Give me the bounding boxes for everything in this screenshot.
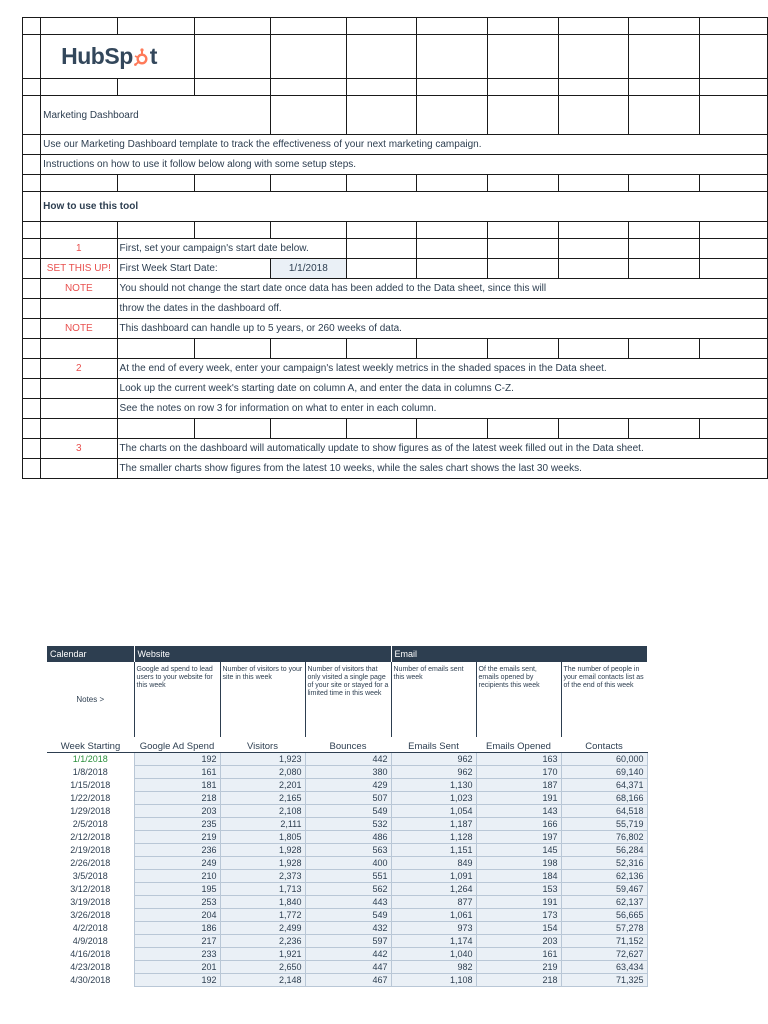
week-starting-cell: 4/30/2018: [70, 975, 111, 985]
visitors-cell[interactable]: 1,713: [220, 883, 305, 896]
emails-sent-cell[interactable]: 1,264: [391, 883, 476, 896]
contacts-cell[interactable]: 69,140: [561, 766, 647, 779]
col-google-ad-spend: Google Ad Spend: [134, 737, 220, 753]
contacts-cell[interactable]: 62,136: [561, 870, 647, 883]
google-ad-spend-cell[interactable]: 218: [134, 792, 220, 805]
visitors-cell[interactable]: 2,165: [220, 792, 305, 805]
note-1-label: NOTE: [41, 279, 117, 299]
week-starting-cell: 1/15/2018: [70, 780, 111, 790]
week-starting-cell: 1/29/2018: [70, 806, 111, 816]
bounces-cell[interactable]: 442: [305, 753, 391, 766]
emails-opened-cell[interactable]: 173: [476, 909, 561, 922]
bounces-cell[interactable]: 429: [305, 779, 391, 792]
note-2-text: This dashboard can handle up to 5 years, or 260 weeks of data.: [117, 319, 767, 339]
week-starting-cell: 1/22/2018: [70, 793, 111, 803]
google-ad-spend-cell[interactable]: 161: [134, 766, 220, 779]
google-ad-spend-cell[interactable]: 204: [134, 909, 220, 922]
data-sheet: [47, 646, 648, 987]
step-3-line-2: The smaller charts show figures from the latest 10 weeks, while the sales chart shows the last 30 weeks.: [117, 459, 767, 479]
week-starting-cell: 2/5/2018: [72, 819, 108, 829]
note-emails-sent: Number of emails sent this week: [391, 662, 476, 737]
hubspot-logo: HubSp t: [61, 43, 157, 69]
column-header-row: [47, 737, 647, 753]
table-row: [47, 805, 647, 818]
google-ad-spend-cell[interactable]: 195: [134, 883, 220, 896]
bounces-cell[interactable]: 563: [305, 844, 391, 857]
note-2-label: NOTE: [41, 319, 117, 339]
visitors-cell[interactable]: 1,921: [220, 948, 305, 961]
visitors-cell[interactable]: 2,650: [220, 961, 305, 974]
bounces-cell[interactable]: 442: [305, 948, 391, 961]
emails-opened-cell[interactable]: 166: [476, 818, 561, 831]
emails-sent-cell[interactable]: 1,023: [391, 792, 476, 805]
step-1-text: First, set your campaign's start date below.: [117, 239, 346, 259]
contacts-cell[interactable]: 56,665: [561, 909, 647, 922]
google-ad-spend-cell[interactable]: 210: [134, 870, 220, 883]
table-row: [47, 974, 647, 987]
step-2-label: 2: [41, 359, 117, 379]
emails-opened-cell[interactable]: 187: [476, 779, 561, 792]
page-title: Marketing Dashboard: [41, 96, 271, 135]
table-row: [47, 948, 647, 961]
week-starting-cell: 2/26/2018: [70, 858, 111, 868]
table-row: [47, 961, 647, 974]
emails-opened-cell[interactable]: 161: [476, 948, 561, 961]
emails-opened-cell[interactable]: 145: [476, 844, 561, 857]
week-starting-cell: 3/19/2018: [70, 897, 111, 907]
emails-sent-cell[interactable]: 962: [391, 753, 476, 766]
step-3-line-1: The charts on the dashboard will automatically update to show figures as of the latest week filled out in the Data sheet.: [117, 439, 767, 459]
bounces-cell[interactable]: 597: [305, 935, 391, 948]
emails-sent-cell[interactable]: 1,128: [391, 831, 476, 844]
visitors-cell[interactable]: 1,928: [220, 844, 305, 857]
visitors-cell[interactable]: 2,108: [220, 805, 305, 818]
group-website: Website: [134, 646, 391, 662]
table-row: [47, 753, 647, 766]
note-ad-spend: Google ad spend to lead users to your website for this week: [134, 662, 220, 737]
group-email: Email: [391, 646, 647, 662]
visitors-cell[interactable]: 1,928: [220, 857, 305, 870]
note-contacts: The number of people in your email contacts list as of the end of this week: [561, 662, 647, 737]
contacts-cell[interactable]: 64,371: [561, 779, 647, 792]
visitors-cell[interactable]: 2,080: [220, 766, 305, 779]
col-bounces: Bounces: [305, 737, 391, 753]
bounces-cell[interactable]: 400: [305, 857, 391, 870]
visitors-cell[interactable]: 2,236: [220, 935, 305, 948]
google-ad-spend-cell[interactable]: 192: [134, 753, 220, 766]
bounces-cell[interactable]: 549: [305, 909, 391, 922]
note-visitors: Number of visitors to your site in this week: [220, 662, 305, 737]
notes-label: Notes >: [76, 694, 105, 704]
emails-opened-cell[interactable]: 219: [476, 961, 561, 974]
emails-opened-cell[interactable]: 198: [476, 857, 561, 870]
google-ad-spend-cell[interactable]: 253: [134, 896, 220, 909]
bounces-cell[interactable]: 443: [305, 896, 391, 909]
table-row: [47, 792, 647, 805]
col-emails-opened: Emails Opened: [476, 737, 561, 753]
sprocket-icon: [134, 48, 150, 66]
table-row: [47, 870, 647, 883]
bounces-cell[interactable]: 549: [305, 805, 391, 818]
bounces-cell[interactable]: 551: [305, 870, 391, 883]
table-row: [47, 844, 647, 857]
contacts-cell[interactable]: 57,278: [561, 922, 647, 935]
start-date-input[interactable]: 1/1/2018: [271, 259, 346, 279]
emails-sent-cell[interactable]: 1,040: [391, 948, 476, 961]
week-starting-cell: 4/9/2018: [72, 936, 108, 946]
table-row: [47, 818, 647, 831]
visitors-cell[interactable]: 2,499: [220, 922, 305, 935]
col-emails-sent: Emails Sent: [391, 737, 476, 753]
col-contacts: Contacts: [561, 737, 647, 753]
note-bounces: Number of visitors that only visited a single page of your site or stayed for a limited time in this week: [305, 662, 391, 737]
table-row: [47, 766, 647, 779]
emails-sent-cell[interactable]: 1,091: [391, 870, 476, 883]
week-starting-cell: 3/12/2018: [70, 884, 111, 894]
contacts-cell[interactable]: 71,325: [561, 974, 647, 987]
google-ad-spend-cell[interactable]: 181: [134, 779, 220, 792]
visitors-cell[interactable]: 1,805: [220, 831, 305, 844]
contacts-cell[interactable]: 55,719: [561, 818, 647, 831]
google-ad-spend-cell[interactable]: 249: [134, 857, 220, 870]
emails-opened-cell[interactable]: 154: [476, 922, 561, 935]
contacts-cell[interactable]: 71,152: [561, 935, 647, 948]
emails-sent-cell[interactable]: 973: [391, 922, 476, 935]
emails-opened-cell[interactable]: 153: [476, 883, 561, 896]
emails-sent-cell[interactable]: 1,174: [391, 935, 476, 948]
bounces-cell[interactable]: 467: [305, 974, 391, 987]
emails-opened-cell[interactable]: 191: [476, 896, 561, 909]
week-starting-cell: 4/2/2018: [72, 923, 108, 933]
setup-label: SET THIS UP!: [41, 259, 117, 279]
contacts-cell[interactable]: 63,434: [561, 961, 647, 974]
note-1-line-1: You should not change the start date once data has been added to the Data sheet, since this will: [117, 279, 767, 299]
week-starting-cell: 1/8/2018: [72, 767, 108, 777]
emails-sent-cell[interactable]: 877: [391, 896, 476, 909]
emails-sent-cell[interactable]: 1,187: [391, 818, 476, 831]
week-starting-cell: 3/5/2018: [72, 871, 108, 881]
table-row: [47, 779, 647, 792]
emails-opened-cell[interactable]: 184: [476, 870, 561, 883]
emails-sent-cell[interactable]: 1,061: [391, 909, 476, 922]
table-row: [47, 935, 647, 948]
visitors-cell[interactable]: 1,923: [220, 753, 305, 766]
bounces-cell[interactable]: 532: [305, 818, 391, 831]
week-starting-cell: 4/23/2018: [70, 962, 111, 972]
week-starting-cell: 4/16/2018: [70, 949, 111, 959]
contacts-cell[interactable]: 64,518: [561, 805, 647, 818]
visitors-cell[interactable]: 1,840: [220, 896, 305, 909]
table-row: [47, 883, 647, 896]
visitors-cell[interactable]: 2,148: [220, 974, 305, 987]
google-ad-spend-cell[interactable]: 203: [134, 805, 220, 818]
table-row: [47, 896, 647, 909]
contacts-cell[interactable]: 56,284: [561, 844, 647, 857]
table-row: [47, 909, 647, 922]
emails-sent-cell[interactable]: 1,130: [391, 779, 476, 792]
intro-line-1: Use our Marketing Dashboard template to track the effectiveness of your next marketing campaign.: [41, 135, 768, 155]
contacts-cell[interactable]: 59,467: [561, 883, 647, 896]
google-ad-spend-cell[interactable]: 217: [134, 935, 220, 948]
table-row: [47, 857, 647, 870]
google-ad-spend-cell[interactable]: 235: [134, 818, 220, 831]
bounces-cell[interactable]: 486: [305, 831, 391, 844]
week-starting-cell: 1/1/2018: [72, 754, 108, 765]
visitors-cell[interactable]: 2,373: [220, 870, 305, 883]
emails-sent-cell[interactable]: 982: [391, 961, 476, 974]
week-starting-cell: 3/26/2018: [70, 910, 111, 920]
logo-cell: [41, 35, 195, 79]
google-ad-spend-cell[interactable]: 192: [134, 974, 220, 987]
bounces-cell[interactable]: 432: [305, 922, 391, 935]
step-3-label: 3: [41, 439, 117, 459]
contacts-cell[interactable]: 72,627: [561, 948, 647, 961]
emails-opened-cell[interactable]: 170: [476, 766, 561, 779]
contacts-cell[interactable]: 62,137: [561, 896, 647, 909]
note-1-line-2: throw the dates in the dashboard off.: [117, 299, 767, 319]
step-2-line-3: See the notes on row 3 for information on what to enter in each column.: [117, 399, 767, 419]
contacts-cell[interactable]: 76,802: [561, 831, 647, 844]
emails-opened-cell[interactable]: 143: [476, 805, 561, 818]
emails-sent-cell[interactable]: 849: [391, 857, 476, 870]
bounces-cell[interactable]: 380: [305, 766, 391, 779]
emails-sent-cell[interactable]: 1,108: [391, 974, 476, 987]
table-row: [47, 922, 647, 935]
howto-heading: How to use this tool: [41, 192, 768, 222]
google-ad-spend-cell[interactable]: 186: [134, 922, 220, 935]
emails-sent-cell[interactable]: 1,151: [391, 844, 476, 857]
google-ad-spend-cell[interactable]: 233: [134, 948, 220, 961]
google-ad-spend-cell[interactable]: 236: [134, 844, 220, 857]
dashboard-grid: [22, 17, 768, 479]
col-week-starting: Week Starting: [47, 737, 134, 753]
emails-opened-cell[interactable]: 191: [476, 792, 561, 805]
week-starting-cell: 2/19/2018: [70, 845, 111, 855]
col-visitors: Visitors: [220, 737, 305, 753]
table-row: [47, 831, 647, 844]
setup-text: First Week Start Date:: [117, 259, 271, 279]
google-ad-spend-cell[interactable]: 201: [134, 961, 220, 974]
visitors-cell[interactable]: 2,201: [220, 779, 305, 792]
visitors-cell[interactable]: 1,772: [220, 909, 305, 922]
intro-line-2: Instructions on how to use it follow below along with some setup steps.: [41, 155, 768, 175]
group-calendar: Calendar: [47, 646, 134, 662]
emails-sent-cell[interactable]: 1,054: [391, 805, 476, 818]
note-emails-opened: Of the emails sent, emails opened by recipients this week: [476, 662, 561, 737]
google-ad-spend-cell[interactable]: 219: [134, 831, 220, 844]
emails-opened-cell[interactable]: 197: [476, 831, 561, 844]
bounces-cell[interactable]: 447: [305, 961, 391, 974]
step-2-line-2: Look up the current week's starting date on column A, and enter the data in columns C-Z.: [117, 379, 767, 399]
emails-opened-cell[interactable]: 203: [476, 935, 561, 948]
emails-opened-cell[interactable]: 163: [476, 753, 561, 766]
bounces-cell[interactable]: 507: [305, 792, 391, 805]
visitors-cell[interactable]: 2,111: [220, 818, 305, 831]
contacts-cell[interactable]: 60,000: [561, 753, 647, 766]
week-starting-cell: 2/12/2018: [70, 832, 111, 842]
step-2-line-1: At the end of every week, enter your campaign's latest weekly metrics in the shaded spaces in the Data sheet.: [117, 359, 767, 379]
step-1-label: 1: [41, 239, 117, 259]
bounces-cell[interactable]: 562: [305, 883, 391, 896]
contacts-cell[interactable]: 52,316: [561, 857, 647, 870]
emails-sent-cell[interactable]: 962: [391, 766, 476, 779]
contacts-cell[interactable]: 68,166: [561, 792, 647, 805]
emails-opened-cell[interactable]: 218: [476, 974, 561, 987]
